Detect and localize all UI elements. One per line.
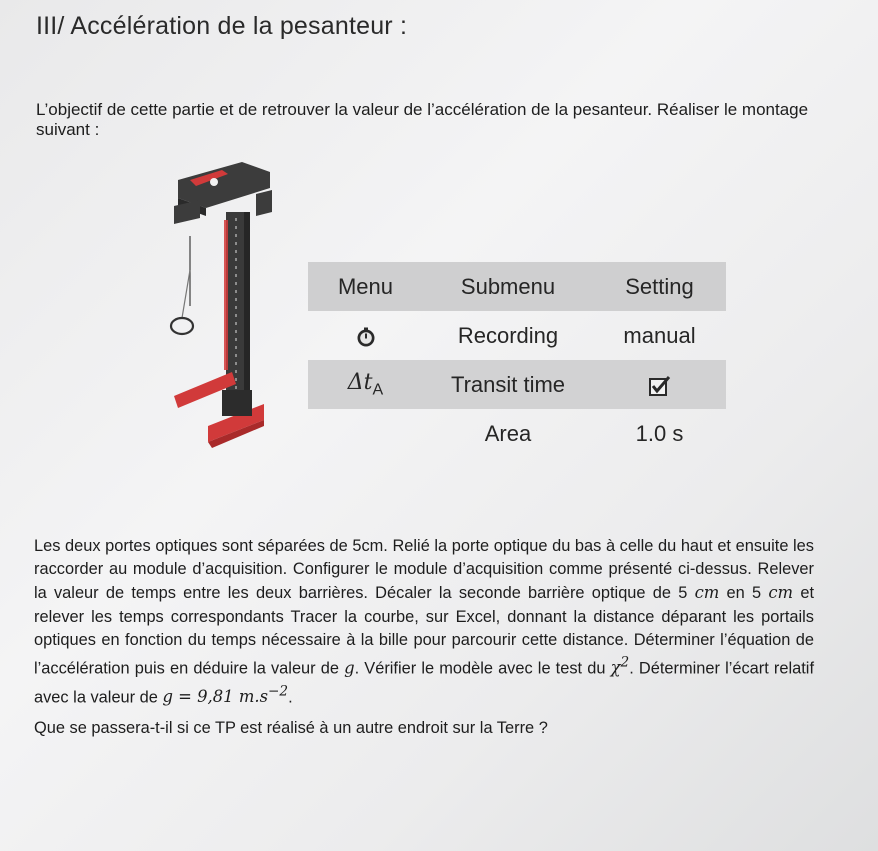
header-setting: Setting bbox=[625, 273, 694, 299]
chi-squared: $\chi^2$ bbox=[610, 655, 630, 678]
checked-box-icon bbox=[648, 375, 672, 397]
experiment-setup-illustration bbox=[160, 158, 290, 458]
table-row bbox=[308, 360, 726, 409]
intro-paragraph: L’objectif de cette partie et de retrouver la valeur de l’accélération de la pesanteur. Réaliser le montage suivant : bbox=[36, 100, 809, 139]
acquisition-settings-table bbox=[308, 262, 726, 458]
table-row bbox=[308, 409, 726, 458]
stopwatch-icon bbox=[355, 326, 377, 348]
transit-time-symbol: $\Delta t_A$ bbox=[347, 370, 384, 399]
setting-manual: manual bbox=[623, 322, 696, 348]
instructions-paragraph: Les deux portes optiques sont séparées de 5cm. Relié la porte optique du bas à celle du haut et ensuite les raccorder au module d’acquisition. Configurer le module d’acquisition comme présenté ci-dessus. Relever la valeur de temps entre les deux barrières. Décaler la seconde barrière optique de 5 cm en 5 cm et relever les temps correspondants Tracer la courbe, sur Excel, donnant la distance déparant les portails optiques en fonction du temps nécessaire à la bille pour parcourir cette distance. Déterminer l’équation de l’accélération puis en déduire la valeur de g. Vérifier le modèle avec le test du $\chi^2$. Déterminer l’écart relatif avec la valeur de g = 9,81 $m.s^{-2}$. bbox=[34, 537, 814, 707]
gravity-formula: g = 9,81 $m.s^{-2}$ bbox=[162, 683, 289, 707]
submenu-area: Area bbox=[484, 420, 532, 446]
setting-area-value: 1.0 s bbox=[635, 420, 684, 446]
submenu-transit-time: Transit time bbox=[450, 371, 566, 397]
section-title: III/ Accélération de la pesanteur : bbox=[36, 12, 408, 40]
question-text: Que se passera-t-il si ce TP est réalisé à un autre endroit sur la Terre ? bbox=[34, 719, 548, 737]
table-row bbox=[308, 311, 726, 360]
submenu-recording: Recording bbox=[457, 322, 559, 348]
header-submenu: Submenu bbox=[460, 273, 556, 299]
ball bbox=[171, 318, 193, 334]
header-menu: Menu bbox=[337, 273, 394, 299]
table-header-row bbox=[308, 262, 726, 311]
